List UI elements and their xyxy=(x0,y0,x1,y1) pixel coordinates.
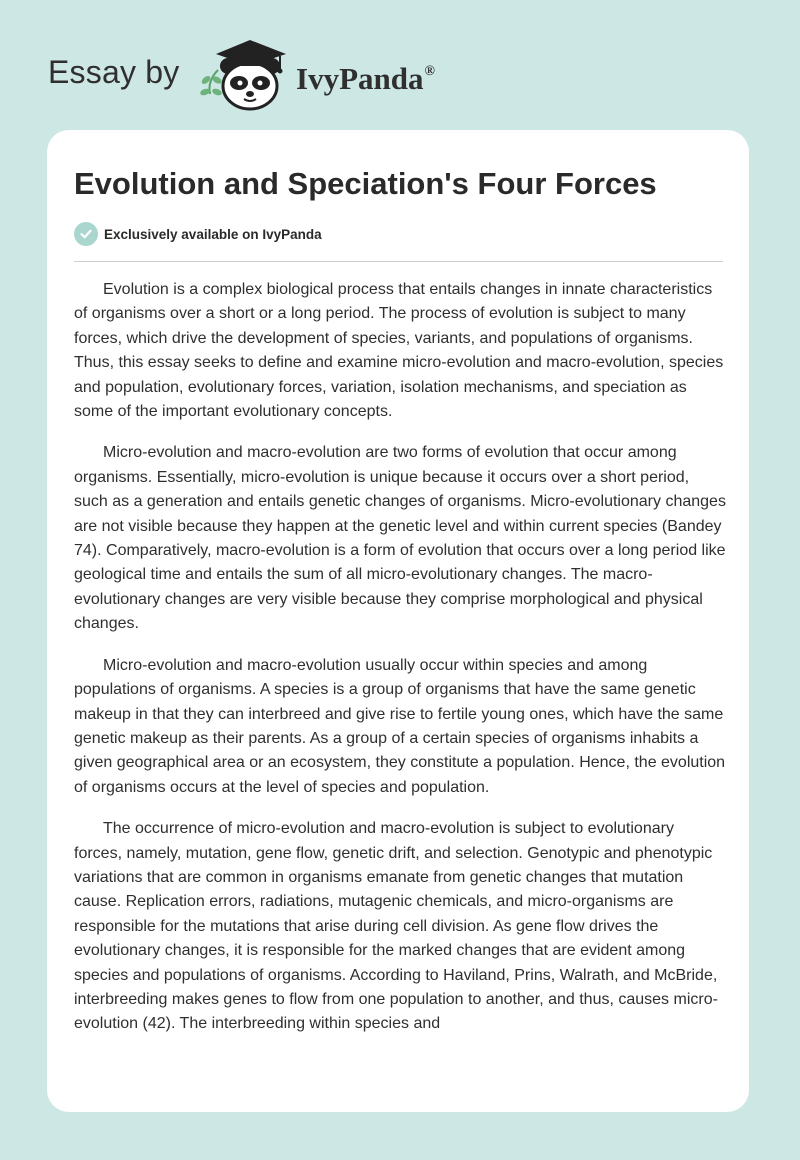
paragraph: Micro-evolution and macro-evolution are two forms of evolution that occur among organisms. Essentially, micro-evolution is unique because it occurs over a short period, such as a generation and entails genetic changes of organisms. Micro-evolutionary changes are not visible because they happen at the genetic level and within current species (Bandey 74). Comparatively, macro-evolution is a form of evolution that occurs over a long period like geological time and entails the sum of all micro-evolutionary changes. The macro-evolutionary changes are very visible because they comprise morphological and physical changes. xyxy=(74,444,726,633)
site-header xyxy=(0,0,800,130)
paragraph: Micro-evolution and macro-evolution usually occur within species and among populations of organisms. A species is a group of organisms that have the same genetic makeup in that they can interbreed and give rise to fertile young ones, which have the same genetic makeup as their parents. As a group of a certain species of organisms inhabits a given geographical area or an ecosystem, they constitute a population. Hence, the evolution of organisms occurs at the level of species and population. xyxy=(74,656,726,796)
panda-graduate-logo-icon[interactable] xyxy=(196,36,296,112)
exclusive-badge xyxy=(74,222,322,246)
essay-card xyxy=(47,130,749,1112)
paragraph: Evolution is a complex biological process that entails changes in innate characteristics of organisms over a short or a long period. The process of evolution is subject to many forces, which drive the development of species, variants, and populations of organisms. Thus, this essay seeks to define and examine micro-evolution and macro-evolution, species and population, evolutionary forces, variation, isolation mechanisms, and speciation as some of the important evolutionary concepts. xyxy=(74,281,724,421)
divider xyxy=(74,261,723,262)
essay-title: Evolution and Speciation's Four Forces xyxy=(74,166,657,201)
badge-text: Exclusively available on IvyPanda xyxy=(104,226,322,242)
essay-body xyxy=(74,278,726,1096)
brand-name[interactable] xyxy=(296,52,435,99)
paragraph: The occurrence of micro-evolution and macro-evolution is subject to evolutionary forces, namely, mutation, gene flow, genetic drift, and selection. Genotypic and phenotypic variations that are common in organisms emanate from genetic changes that mutation cause. Replication errors, radiations, mutagenic chemicals, and micro-organisms are responsible for the mutations that arise during cell division. As gene flow drives the evolutionary changes, it is responsible for the marked changes that are evident among species and populations of organisms. According to Haviland, Prins, Walrath, and McBride, interbreeding makes genes to flow from one population to another, and thus, causes micro-evolution (42). The interbreeding within species and xyxy=(74,820,718,1033)
check-icon xyxy=(74,222,98,246)
registered-mark: ® xyxy=(424,64,435,79)
brand-name-text: IvyPanda xyxy=(296,61,424,96)
brand-prefix: Essay by xyxy=(48,54,180,90)
